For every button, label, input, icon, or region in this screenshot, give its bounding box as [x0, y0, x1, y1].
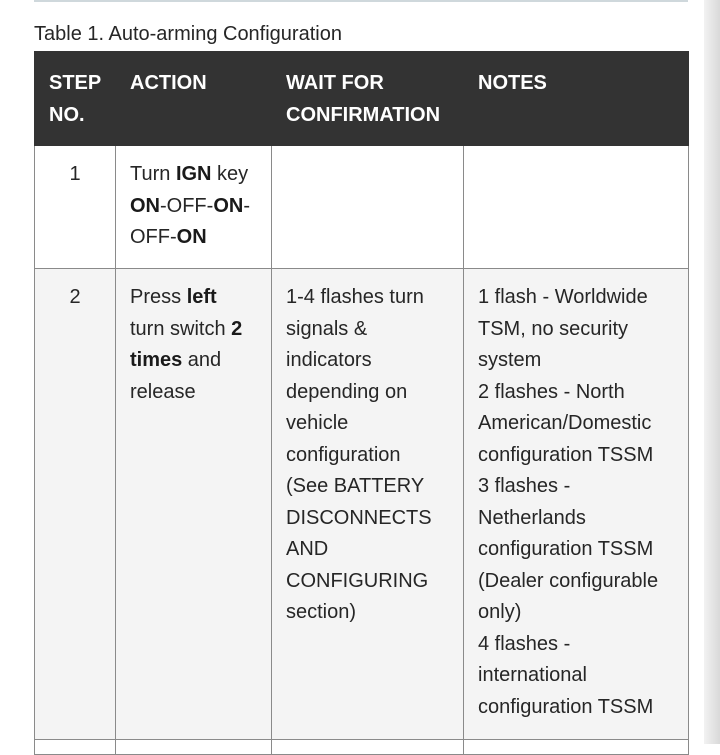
notes-cell — [464, 146, 689, 269]
table-row-partial — [35, 740, 689, 755]
page-edge-shadow — [704, 0, 720, 744]
header-action: ACTION — [116, 52, 272, 146]
wait-cell — [272, 740, 464, 755]
action-cell: Turn IGN key ON-OFF-ON- OFF-ON — [116, 146, 272, 269]
auto-arming-table — [34, 51, 689, 755]
wait-cell — [272, 146, 464, 269]
table-row — [35, 269, 689, 740]
notes-cell: 1 flash - Worldwide TSM, no security system 2 flashes - North American/Domestic configuration TSSM 3 flashes - Netherlands configuration TSSM (Dealer configurable only) 4 flashes - international configuration TSSM — [464, 269, 689, 740]
table-caption: Table 1. Auto-arming Configuration — [34, 23, 342, 45]
wait-cell: 1-4 flashes turn signals & indicators depending on vehicle configuration (See BATTERY DISCONNECTS AND CONFIGURING section) — [272, 269, 464, 740]
header-step-no: STEP NO. — [35, 52, 116, 146]
action-cell: Press left turn switch 2 times and release — [116, 269, 272, 740]
step-number-cell: 1 — [35, 146, 116, 269]
notes-cell — [464, 740, 689, 755]
header-wait-for-confirmation: WAIT FOR CONFIRMATION — [272, 52, 464, 146]
step-number-cell — [35, 740, 116, 755]
table-row — [35, 146, 689, 269]
step-number-cell: 2 — [35, 269, 116, 740]
action-cell — [116, 740, 272, 755]
header-notes: NOTES — [464, 52, 689, 146]
top-divider — [34, 0, 688, 2]
table-header-row — [35, 52, 689, 146]
